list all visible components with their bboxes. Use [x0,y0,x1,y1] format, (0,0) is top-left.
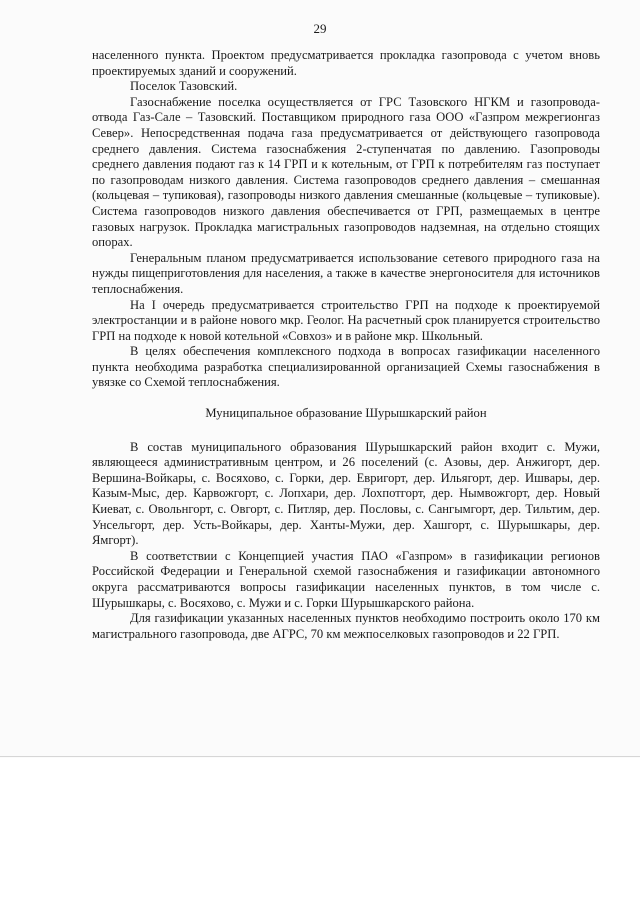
paragraph: В состав муниципального образования Шурышкарский район входит с. Мужи, являющееся административным центром, и 26 поселений (с. Азовы, дер. Анжигорт, дер. Вершина-Войкары, с. Восяхово, с. Горки, дер. Евригорт, дер. Ильягорт, дер. Ишвары, дер. Казым-Мыс, дер. Карвожгорт, с. Лопхари, дер. Лохпотгорт, дер. Нымвожгорт, дер. Новый Киеват, с. Овольнгорт, с. Овгорт, с. Питляр, дер. Пословы, с. Сангымгорт, дер. Тильтим, дер. Унсельгорт, дер. Усть-Войкары, дер. Ханты-Мужи, дер. Хашгорт, с. Шурышкары, дер. Ямгорт). [92,439,600,548]
subsection-title: Поселок Тазовский. [130,79,238,94]
paragraph: населенного пункта. Проектом предусматривается прокладка газопровода с учетом вновь проектируемых зданий и сооружений. [92,48,600,78]
page-edge [0,756,640,757]
paragraph: В соответствии с Концепцией участия ПАО «Газпром» в газификации регионов Российской Федерации и Генеральной схемой газоснабжения и газификации автономного округа рассматриваются вопросы газификации населенных пунктов, в том числе с. Шурышкары, с. Восяхово, с. Мужи и с. Горки Шурышкарского района. [92,548,600,610]
paragraph: Для газификации указанных населенных пунктов необходимо построить около 170 км магистрального газопровода, две АГРС, 70 км межпоселковых газопроводов и 22 ГРП. [92,611,600,641]
paragraph: Газоснабжение поселка осуществляется от ГРС Тазовского НГКМ и газопровода-отвода Газ-Сале – Тазовский. Поставщиком природного газа ООО «Газпром межрегионгаз Север». Непосредственная подача газа предусматривается от действующего газопровода среднего давления. Система газоснабжения 2-ступенчатая по давлению. Газопроводы среднего давления подают газ к 14 ГРП и к котельным, от ГРП к потребителям газ поступает по газопроводам низкого давления. Система газопроводов среднего давления – смешанная (кольцевая – тупиковая), газопроводы низкого давления смешанные (кольцевые – тупиковые). Система газопроводов низкого давления обеспечивается от ГРП, размещаемых в центре газовых нагрузок. Прокладка магистральных газопроводов надземная, на отдельно стоящих опорах. [92,94,600,250]
paragraph: Генеральным планом предусматривается использование сетевого природного газа на нужды пищеприготовления для населения, а также в качестве энергоносителя для источников теплоснабжения. [92,250,600,296]
section-heading: Муниципальное образование Шурышкарский район [205,406,487,421]
paragraph: На I очередь предусматривается строительство ГРП на подходе к проектируемой электростанции и в районе нового мкр. Геолог. На расчетный срок планируется строительство ГРП на подходе к новой котельной «Совхоз» и в районе мкр. Школьный. [92,297,600,343]
page-number: 29 [313,21,327,36]
paragraph: В целях обеспечения комплексного подхода в вопросах газификации населенного пункта необходима разработка специализированной организацией Схемы газоснабжения в увязке со Схемой теплоснабжения. [92,344,600,390]
document-body [92,48,600,642]
